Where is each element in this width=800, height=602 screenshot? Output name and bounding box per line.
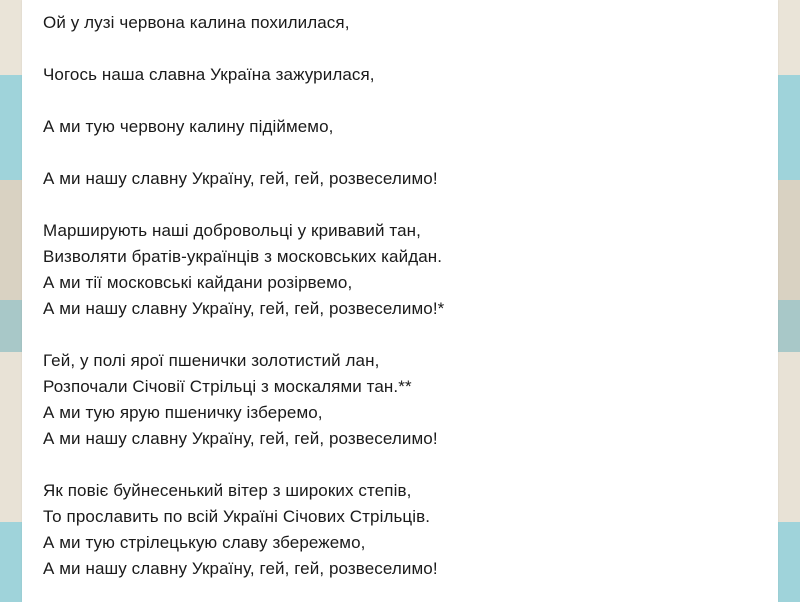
stanza-gap: [43, 192, 743, 218]
lyric-line: А ми тії московські кайдани розірвемо,: [43, 273, 353, 292]
lyric-line: Гей, у полі ярої пшенички золотистий лан,: [43, 351, 380, 370]
lyric-line: Ой у лузі червона калина похилилася,: [43, 13, 350, 32]
stanza-gap: [43, 322, 743, 348]
stanza-gap: [43, 452, 743, 478]
lyric-line: Як повіє буйнесенький вітер з широких степів,: [43, 481, 412, 500]
lyric-line: Визволяти братів-українців з московських кайдан.: [43, 247, 443, 266]
lyric-line: А ми нашу славну Україну, гей, гей, розвеселимо!: [43, 169, 438, 188]
lyric-line: Марширують наші добровольці у кривавий тан,: [43, 221, 421, 240]
lyric-line: Чогось наша славна Україна зажурилася,: [43, 65, 375, 84]
stanza-gap: [43, 88, 743, 114]
lyric-line: А ми нашу славну Україну, гей, гей, розвеселимо!*: [43, 299, 445, 318]
lyric-line: А ми нашу славну Україну, гей, гей, розвеселимо!: [43, 429, 438, 448]
lyric-line: А ми тую стрілецькую славу збережемо,: [43, 533, 366, 552]
lyric-line: Розпочали Січовії Стрільці з москалями тан.**: [43, 377, 412, 396]
lyric-line: А ми тую червону калину підіймемо,: [43, 117, 334, 136]
lyric-line: А ми тую ярую пшеничку ізберемо,: [43, 403, 323, 422]
lyric-line: А ми нашу славну Україну, гей, гей, розвеселимо!: [43, 559, 438, 578]
song-lyrics: [43, 10, 743, 582]
lyric-line: То прославить по всій Україні Січових Стрільців.: [43, 507, 431, 526]
stanza-gap: [43, 36, 743, 62]
stanza-gap: [43, 140, 743, 166]
